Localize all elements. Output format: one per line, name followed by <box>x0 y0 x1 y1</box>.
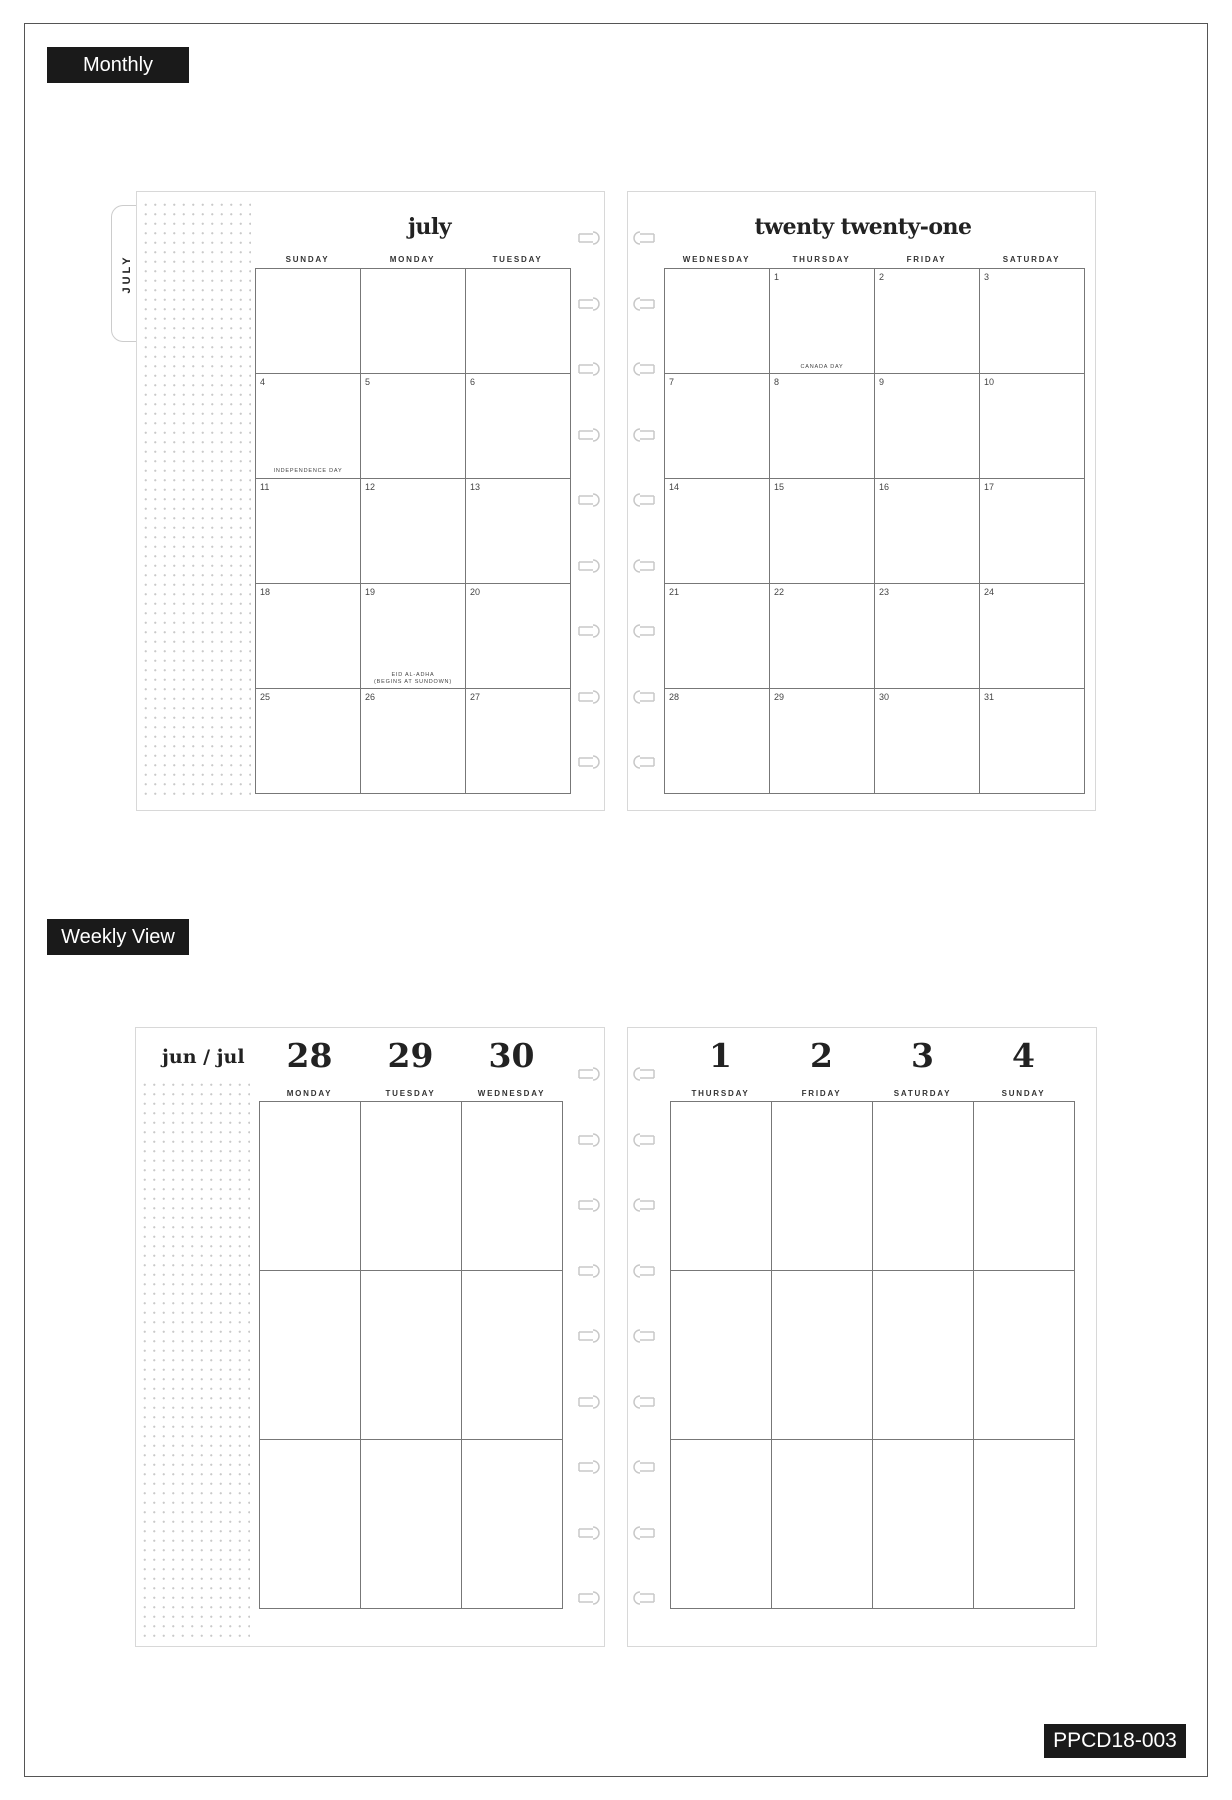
binder-ring-icon <box>630 1525 656 1541</box>
date-number: 29 <box>387 1036 434 1075</box>
calendar-cell[interactable] <box>875 374 980 479</box>
week-cell[interactable] <box>671 1440 772 1609</box>
day-number: 23 <box>879 587 890 597</box>
month-tab-label: JULY <box>121 253 133 294</box>
calendar-cell[interactable] <box>256 374 361 479</box>
month-grid-left <box>255 268 571 794</box>
day-name: TUESDAY <box>385 1089 436 1098</box>
calendar-cell[interactable] <box>466 269 571 374</box>
day-number: 27 <box>470 692 481 702</box>
binder-ring-icon <box>577 296 603 312</box>
holiday-text: (BEGINS AT SUNDOWN) <box>374 679 452 685</box>
holiday-text: CANADA DAY <box>800 364 844 370</box>
binder-ring-icon <box>630 623 656 639</box>
day-number: 15 <box>774 482 785 492</box>
calendar-cell[interactable] <box>980 689 1085 794</box>
weekly-view-label: Weekly View <box>47 919 189 955</box>
day-number: 1 <box>774 272 780 282</box>
binder-ring-icon <box>630 1263 656 1279</box>
holiday-label <box>256 468 360 475</box>
day-name: FRIDAY <box>801 1089 842 1098</box>
week-cell[interactable] <box>462 1440 563 1609</box>
holiday-text: INDEPENDENCE DAY <box>273 468 343 474</box>
monthly-view-label: Monthly View <box>47 47 189 83</box>
day-name: SUNDAY <box>285 255 330 264</box>
day-number: 8 <box>774 377 780 387</box>
day-number: 9 <box>879 377 885 387</box>
binder-ring-icon <box>577 1590 603 1606</box>
week-cell[interactable] <box>462 1271 563 1440</box>
weekly-right-page <box>627 1027 1097 1647</box>
calendar-cell[interactable] <box>770 689 875 794</box>
calendar-cell[interactable] <box>875 584 980 689</box>
binder-ring-icon <box>630 1197 656 1213</box>
day-name: WEDNESDAY <box>477 1089 546 1098</box>
date-number: 4 <box>1012 1036 1035 1075</box>
calendar-cell[interactable] <box>361 374 466 479</box>
holiday-label <box>361 672 465 686</box>
date-number: 28 <box>286 1036 333 1075</box>
day-number: 24 <box>984 587 995 597</box>
calendar-cell[interactable] <box>466 584 571 689</box>
calendar-cell[interactable] <box>980 479 1085 584</box>
calendar-cell[interactable] <box>980 584 1085 689</box>
day-number: 16 <box>879 482 890 492</box>
day-name: SATURDAY <box>893 1089 952 1098</box>
day-number: 21 <box>669 587 680 597</box>
binder-ring-icon <box>577 623 603 639</box>
day-number: 2 <box>879 272 885 282</box>
binder-ring-icon <box>630 427 656 443</box>
binder-ring-icon <box>577 1263 603 1279</box>
calendar-cell[interactable] <box>770 269 875 374</box>
day-number: 11 <box>260 482 270 492</box>
binder-ring-icon <box>630 754 656 770</box>
day-name: SATURDAY <box>1002 255 1061 264</box>
calendar-cell[interactable] <box>665 584 770 689</box>
day-number: 14 <box>669 482 680 492</box>
calendar-cell[interactable] <box>665 269 770 374</box>
day-name: SUNDAY <box>1001 1089 1046 1098</box>
week-cell[interactable] <box>361 1271 462 1440</box>
binder-ring-icon <box>577 754 603 770</box>
week-grid-right <box>670 1101 1075 1609</box>
day-number: 10 <box>984 377 995 387</box>
calendar-cell[interactable] <box>665 689 770 794</box>
week-cell[interactable] <box>260 1271 361 1440</box>
day-number: 5 <box>365 377 371 387</box>
calendar-cell[interactable] <box>875 479 980 584</box>
binder-ring-icon <box>577 492 603 508</box>
calendar-cell[interactable] <box>361 479 466 584</box>
binder-ring-icon <box>577 427 603 443</box>
day-number: 26 <box>365 692 376 702</box>
date-number: 3 <box>911 1036 934 1075</box>
week-cell[interactable] <box>873 1271 974 1440</box>
dot-grid <box>141 200 251 802</box>
binder-ring-icon <box>577 1394 603 1410</box>
monthly-left-page <box>136 191 605 811</box>
binder-ring-icon <box>630 558 656 574</box>
date-number: 1 <box>709 1036 732 1075</box>
week-cell[interactable] <box>772 1102 873 1271</box>
product-code: PPCD18-003 <box>1044 1724 1186 1758</box>
day-name: THURSDAY <box>691 1089 750 1098</box>
binder-ring-icon <box>630 1066 656 1082</box>
calendar-cell[interactable] <box>980 374 1085 479</box>
binder-ring-icon <box>630 361 656 377</box>
week-cell[interactable] <box>671 1271 772 1440</box>
day-name: THURSDAY <box>792 255 851 264</box>
week-cell[interactable] <box>974 1440 1075 1609</box>
binder-ring-icon <box>577 689 603 705</box>
day-number: 3 <box>984 272 990 282</box>
holiday-text: EID AL-ADHA <box>391 672 435 678</box>
day-number: 12 <box>365 482 376 492</box>
calendar-cell[interactable] <box>875 689 980 794</box>
binder-ring-icon <box>630 1394 656 1410</box>
week-cell[interactable] <box>462 1102 563 1271</box>
binder-ring-icon <box>630 1328 656 1344</box>
date-number: 30 <box>488 1036 535 1075</box>
week-cell[interactable] <box>260 1440 361 1609</box>
day-number: 20 <box>470 587 481 597</box>
day-number: 28 <box>669 692 680 702</box>
day-number: 4 <box>260 377 266 387</box>
day-number: 17 <box>984 482 995 492</box>
binder-ring-icon <box>577 558 603 574</box>
holiday-label <box>770 364 874 371</box>
week-cell[interactable] <box>974 1271 1075 1440</box>
week-cell[interactable] <box>671 1102 772 1271</box>
dot-grid <box>140 1080 250 1638</box>
day-name: FRIDAY <box>906 255 947 264</box>
week-grid-left <box>259 1101 563 1609</box>
calendar-cell[interactable] <box>770 374 875 479</box>
calendar-cell[interactable] <box>256 479 361 584</box>
day-number: 30 <box>879 692 890 702</box>
date-number: 2 <box>810 1036 833 1075</box>
calendar-cell[interactable] <box>665 374 770 479</box>
binder-ring-icon <box>577 1066 603 1082</box>
week-title: jun / jul <box>162 1046 245 1068</box>
week-cell[interactable] <box>873 1102 974 1271</box>
week-cell[interactable] <box>772 1440 873 1609</box>
binder-ring-icon <box>577 1132 603 1148</box>
day-number: 18 <box>260 587 271 597</box>
monthly-right-page <box>627 191 1096 811</box>
binder-ring-icon <box>630 1459 656 1475</box>
day-name: MONDAY <box>389 255 436 264</box>
binder-ring-icon <box>630 296 656 312</box>
day-number: 22 <box>774 587 785 597</box>
calendar-cell[interactable] <box>361 584 466 689</box>
calendar-cell[interactable] <box>770 479 875 584</box>
week-cell[interactable] <box>361 1440 462 1609</box>
binder-ring-icon <box>577 1197 603 1213</box>
calendar-cell[interactable] <box>466 689 571 794</box>
year-title: twenty twenty-one <box>754 214 972 240</box>
day-name: TUESDAY <box>492 255 543 264</box>
day-number: 25 <box>260 692 271 702</box>
week-cell[interactable] <box>260 1102 361 1271</box>
calendar-cell[interactable] <box>361 269 466 374</box>
calendar-cell[interactable] <box>256 269 361 374</box>
binder-ring-icon <box>577 1328 603 1344</box>
day-number: 29 <box>774 692 785 702</box>
calendar-cell[interactable] <box>256 584 361 689</box>
binder-ring-icon <box>630 689 656 705</box>
binder-ring-icon <box>630 492 656 508</box>
calendar-cell[interactable] <box>980 269 1085 374</box>
month-title: july <box>407 214 452 240</box>
calendar-cell[interactable] <box>875 269 980 374</box>
weekly-left-page <box>135 1027 605 1647</box>
binder-ring-icon <box>577 361 603 377</box>
week-cell[interactable] <box>974 1102 1075 1271</box>
binder-ring-icon <box>577 1459 603 1475</box>
week-cell[interactable] <box>873 1440 974 1609</box>
day-number: 19 <box>365 587 376 597</box>
month-grid-right <box>664 268 1085 794</box>
day-name: WEDNESDAY <box>682 255 751 264</box>
binder-ring-icon <box>630 1132 656 1148</box>
calendar-cell[interactable] <box>256 689 361 794</box>
calendar-cell[interactable] <box>770 584 875 689</box>
calendar-cell[interactable] <box>466 374 571 479</box>
day-number: 7 <box>669 377 675 387</box>
calendar-cell[interactable] <box>665 479 770 584</box>
day-number: 31 <box>984 692 995 702</box>
binder-ring-icon <box>630 230 656 246</box>
binder-ring-icon <box>630 1590 656 1606</box>
day-number: 13 <box>470 482 481 492</box>
calendar-cell[interactable] <box>361 689 466 794</box>
calendar-cell[interactable] <box>466 479 571 584</box>
week-cell[interactable] <box>772 1271 873 1440</box>
week-cell[interactable] <box>361 1102 462 1271</box>
binder-ring-icon <box>577 230 603 246</box>
day-name: MONDAY <box>286 1089 333 1098</box>
binder-ring-icon <box>577 1525 603 1541</box>
day-number: 6 <box>470 377 476 387</box>
